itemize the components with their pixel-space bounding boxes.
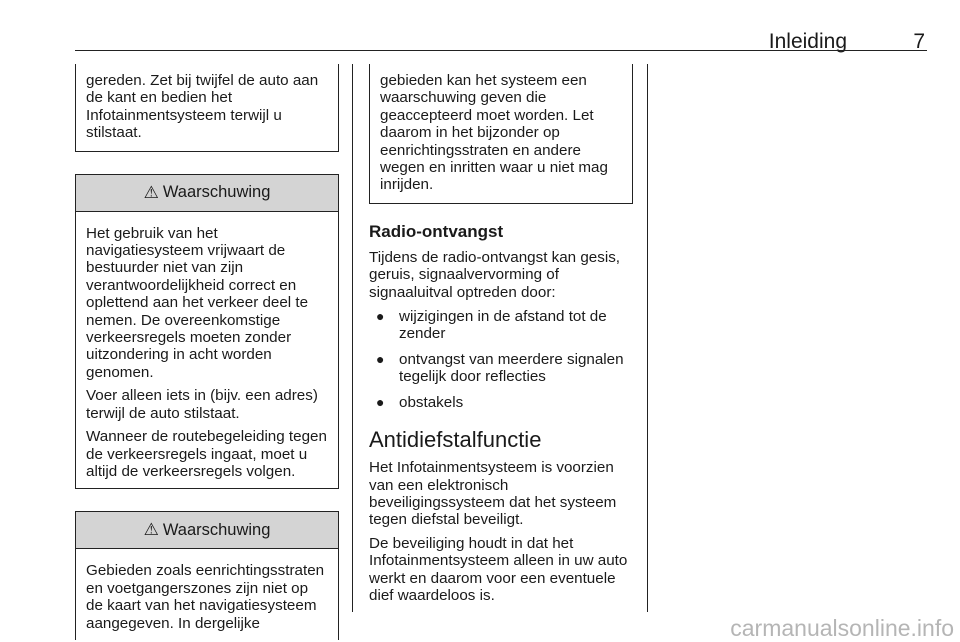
bullet-icon: ● [376,393,385,410]
right-column [369,64,633,604]
warning1-paragraph-3: Wanneer de routebegeleiding tegen de verkeersregels ingaat, moet u altijd de verkeersregels volgen. [86,428,327,480]
list-item-text: wijzigingen in de afstand tot de zender [399,308,607,343]
warning-box-1 [75,174,339,490]
warning-box-2 [75,511,339,640]
watermark: carmanualsonline.info [730,615,954,641]
warning-heading-1: Waarschuwing [162,183,271,202]
header-title: Inleiding [768,30,847,53]
antitheft-paragraph-2: De beveiliging houdt in dat het Infotainmentsysteem alleen in uw auto werkt en daarom voor een eventuele dief waardeloos is. [369,534,628,604]
continued-note-text: gereden. Zet bij twijfel de auto aan de kant en bedien het Infotainmentsysteem terwijl u stilstaat. [86,72,319,142]
list-item [369,351,633,386]
radio-bullet-list [369,308,633,411]
warning-header-1 [76,175,338,212]
list-item-text: obstakels [399,393,464,411]
continued-warning-text: gebieden kan het systeem een waarschuwing geven die geaccepteerd moet worden. Let daarom in het bijzonder op eenrichtingsstraten en andere wegen en inritten waar u niet mag inrijden. [380,72,608,194]
warning-body-1 [76,212,338,489]
radio-intro: Tijdens de radio-ontvangst kan gesis, geruis, signaalvervorming of signaaluitval optreden door: [369,248,621,301]
warning1-paragraph-1: Het gebruik van het navigatiesysteem vrijwaart de bestuurder niet van zijn verantwoordelijkheid correct en oplettend aan het verkeer deel te nemen. De overeenkomstige verkeersregels moeten zonder uitzondering in acht worden genomen. [86,224,309,381]
warning-triangle-icon: ⚠ [143,182,159,202]
continued-note-box [75,64,339,152]
warning1-paragraph-2: Voer alleen iets in (bijv. een adres) terwijl de auto stilstaat. [86,387,318,422]
warning-header-2 [76,512,338,549]
warning-triangle-icon: ⚠ [143,520,159,540]
column-divider-2 [647,64,648,612]
column-divider-1 [352,64,353,612]
list-item [369,394,633,411]
list-item-text: ontvangst van meerdere signalen tegelijk door reflecties [399,350,624,386]
left-column [75,64,339,640]
section-heading-radio: Radio-ontvangst [369,221,504,241]
warning-body-2 [76,549,338,640]
antitheft-paragraph-1: Het Infotainmentsysteem is voorzien van een elektronisch beveiligingssysteem dat het systeem tegen diefstal beveiligt. [369,459,617,529]
page-number: 7 [913,30,925,53]
header-rule [75,50,927,51]
list-item [369,308,633,343]
warning2-paragraph: Gebieden zoals eenrichtingsstraten en voetgangerszones zijn niet op de kaart van het navigatiesysteem aangegeven. In dergelijke [86,562,325,632]
bullet-icon: ● [376,308,385,325]
section-heading-antitheft: Antidiefstalfunctie [369,427,542,453]
bullet-icon: ● [376,350,385,367]
warning-heading-2: Waarschuwing [162,520,271,539]
continued-warning-box [369,64,633,204]
